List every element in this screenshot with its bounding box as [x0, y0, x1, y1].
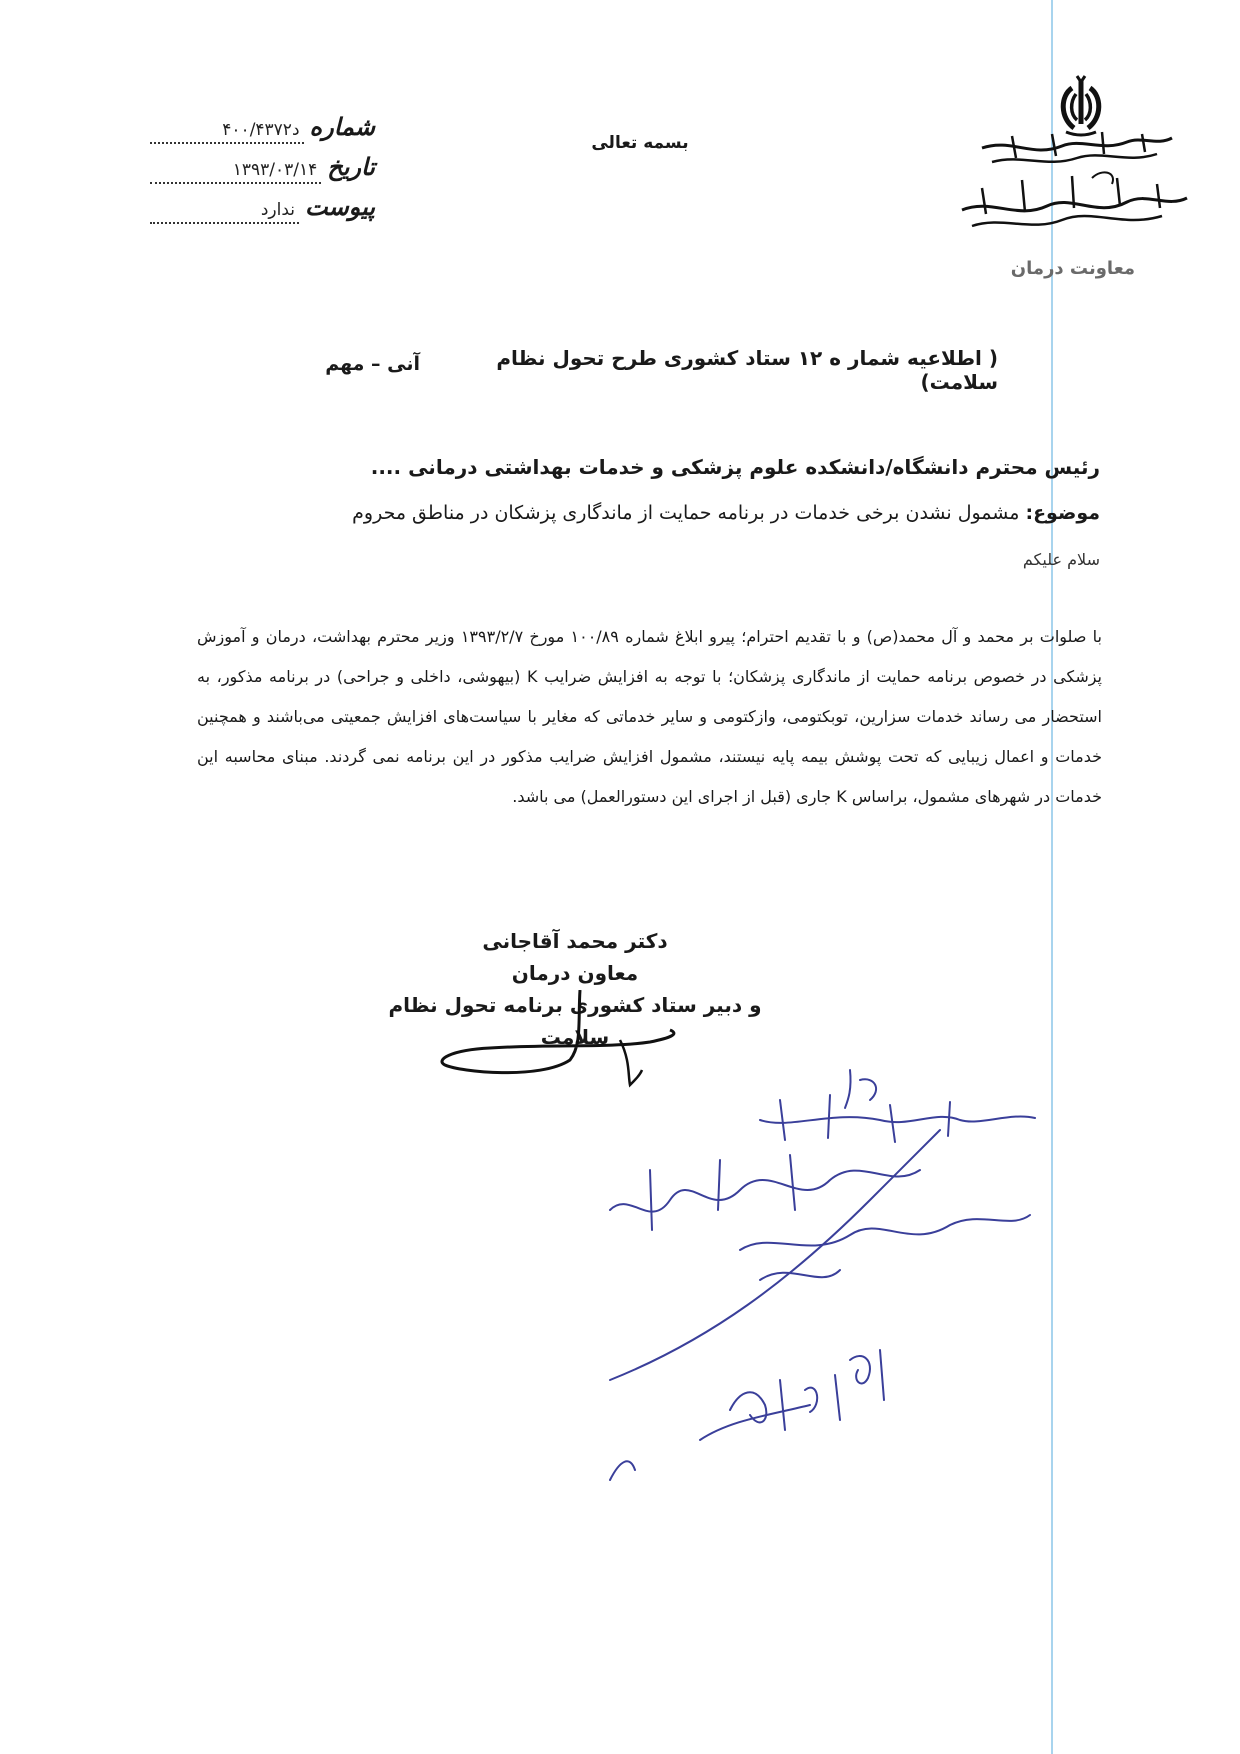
signatory-office: و دبیر ستاد کشوری برنامه تحول نظام سلامت — [388, 993, 762, 1049]
number-label: شماره — [309, 112, 375, 141]
letter-meta-block — [150, 112, 375, 232]
ministry-logo-icon — [952, 128, 1192, 246]
date-row — [150, 152, 375, 192]
subject-text: مشمول نشدن برخی خدمات در برنامه حمایت از ماندگاری پزشکان در مناطق محروم — [352, 502, 1026, 524]
addressee: رئیس محترم دانشگاه/دانشکده علوم پزشکی و خدمات بهداشتی درمانی .... — [370, 455, 1100, 479]
signatory-title: معاون درمان — [511, 961, 639, 985]
number-row — [150, 112, 375, 152]
attachment-value: ندارد — [150, 200, 299, 224]
letter-body: با صلوات بر محمد و آل محمد(ص) و با تقدیم احترام؛ پیرو ابلاغ شماره ۱۰۰/۸۹ مورخ ۱۳۹۳/۲/۷ وزیر محترم بهداشت، درمان و آموزش پزشکی در خصوص برنامه حمایت از ماندگاری پزشکان؛ با توجه به افزایش ضرایب K (بیهوشی، داخلی و جراحی) در برنامه مذکور، به استحضار می رساند خدمات سزارین، توبکتومی، وازکتومی و سایر خدماتی که مغایر با سیاست‌های افزایش جمعیتی می‌باشند و همچنین خدمات و اعمال زیبایی که تحت پوشش بیمه پایه نیستند، مشمول افزایش ضرایب مذکور در این برنامه نمی گردند. مبنای محاسبه این خدمات در شهرهای مشمول، براساس K جاری (قبل از اجرای این دستورالعمل) می باشد. — [197, 627, 1103, 806]
date-label: تاریخ — [327, 152, 375, 181]
department-label: معاونت درمان — [1010, 258, 1135, 279]
invocation-text: بسمه تعالی — [591, 133, 689, 153]
number-value: د۴۰۰/۴۳۷۲ — [150, 120, 304, 144]
date-value: ۱۳۹۳/۰۳/۱۴ — [150, 160, 321, 184]
subject-label: موضوع: — [1025, 502, 1100, 524]
handwritten-annotation — [590, 1060, 1060, 1520]
attachment-label: پیوست — [305, 192, 375, 221]
notice-heading: ( اطلاعیه شمار ه ۱۲ ستاد کشوری طرح تحول نظام سلامت) — [496, 346, 998, 394]
subject-line — [220, 502, 1100, 524]
attachment-row — [150, 192, 375, 232]
priority-label: آنی – مهم — [325, 353, 420, 375]
signatory-name: دکتر محمد آقاجانی — [482, 929, 668, 953]
greeting: سلام علیکم — [1022, 550, 1100, 569]
